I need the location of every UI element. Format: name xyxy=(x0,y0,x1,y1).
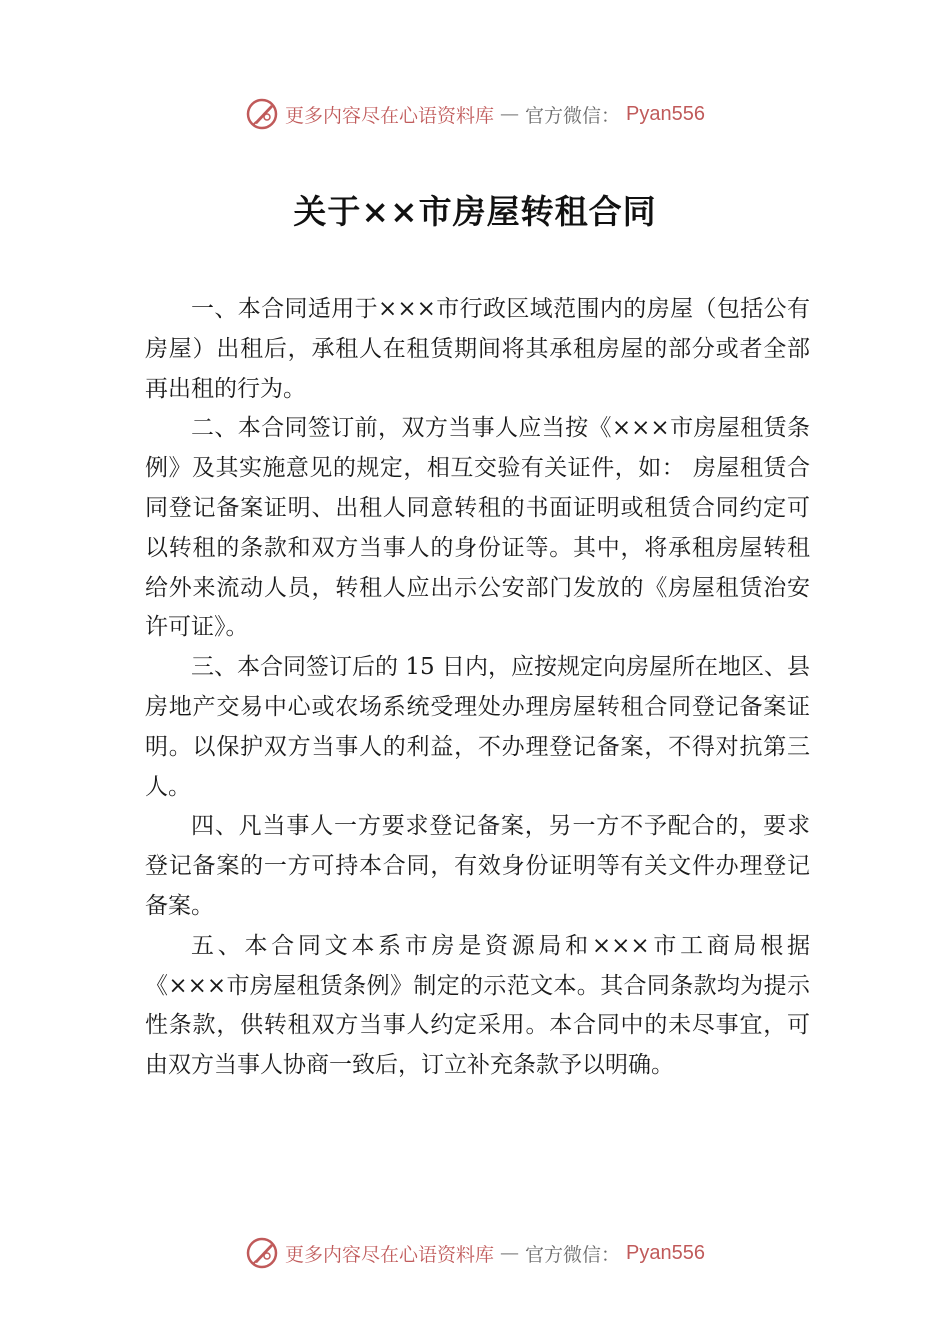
paragraph-4: 四、凡当事人一方要求登记备案，另一方不予配合的，要求登记备案的一方可持本合同，有效身份证明等有关文件办理登记备案。 xyxy=(145,813,810,919)
banner-site-name: 更多内容尽在心语资料库 xyxy=(285,1243,495,1266)
banner-wechat-id: Pyan556 xyxy=(626,102,705,125)
header-banner xyxy=(0,94,950,134)
quill-pen-seal-icon xyxy=(245,97,279,131)
banner-dash: — xyxy=(500,103,520,125)
banner-wechat-label: 官方微信： xyxy=(525,104,621,127)
document-title: 关于××市房屋转租合同 xyxy=(293,192,657,231)
banner-wechat-id: Pyan556 xyxy=(626,1241,705,1264)
document-body xyxy=(145,290,810,1086)
paragraph-1: 一、本合同适用于×××市行政区域范围内的房屋（包括公有房屋）出租后，承租人在租赁期间将其承租房屋的部分或者全部再出租的行为。 xyxy=(145,296,810,402)
banner-wechat-label: 官方微信： xyxy=(525,1243,621,1266)
paragraph-2: 二、本合同签订前，双方当事人应当按《×××市房屋租赁条例》及其实施意见的规定，相互交验有关证件，如： 房屋租赁合同登记备案证明、出租人同意转租的书面证明或租赁合同约定可以转租的条款和双方当事人的身份证等。其中，将承租房屋转租给外来流动人员，转租人应出示公安部门发放的《房屋租赁治安许可证》。 xyxy=(145,415,810,641)
paragraph-5: 五、本合同文本系市房是资源局和×××市工商局根据《×××市房屋租赁条例》制定的示范文本。其合同条款均为提示性条款，供转租双方当事人约定采用。本合同中的未尽事宜，可由双方当事人协商一致后，订立补充条款予以明确。 xyxy=(145,932,810,1079)
quill-pen-seal-icon xyxy=(245,1236,279,1270)
paragraph-3: 三、本合同签订后的 15 日内，应按规定向房屋所在地区、县房地产交易中心或农场系统受理处办理房屋转租合同登记备案证明。以保护双方当事人的利益，不办理登记备案，不得对抗第三人。 xyxy=(145,654,810,800)
banner-dash: — xyxy=(500,1242,520,1264)
banner-site-name: 更多内容尽在心语资料库 xyxy=(285,104,495,127)
footer-banner xyxy=(0,1233,950,1273)
